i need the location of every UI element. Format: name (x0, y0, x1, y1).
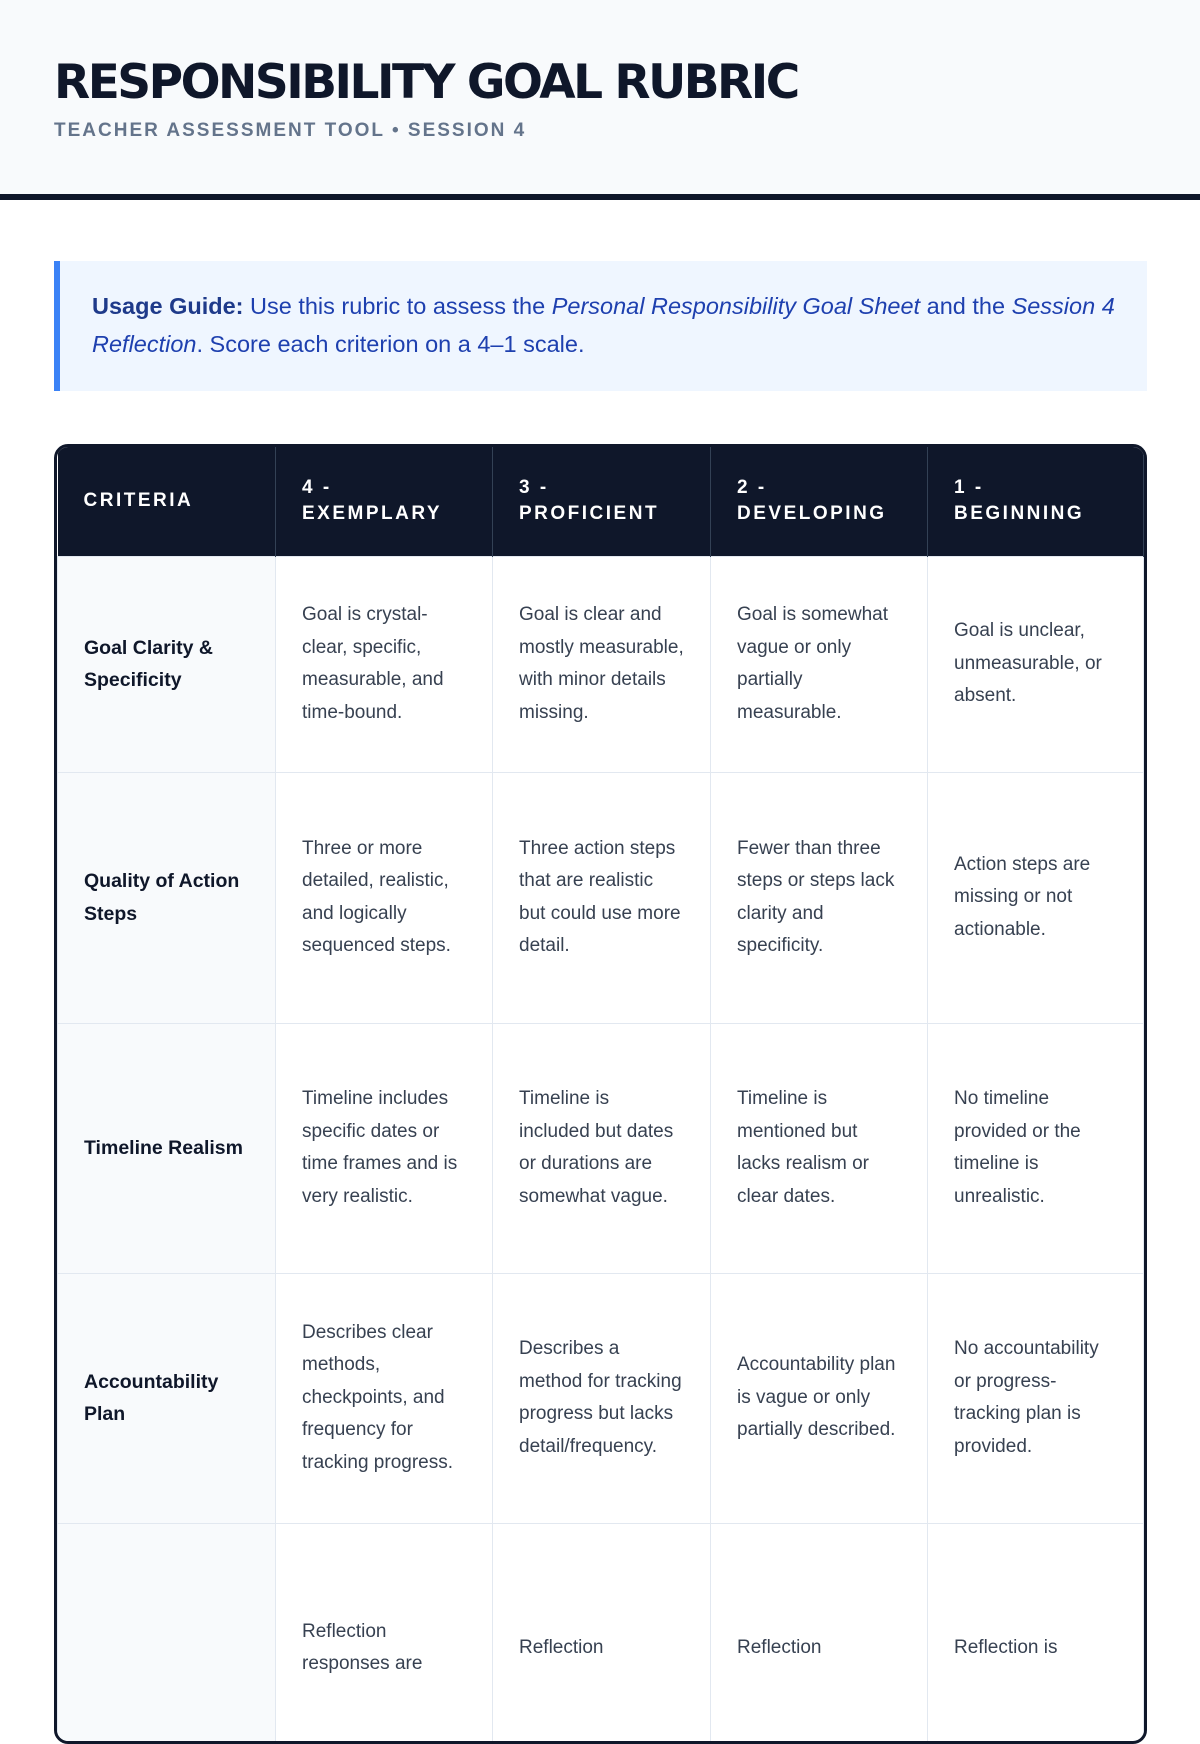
descriptor-cell: Timeline is included but dates or durations are somewhat vague. (493, 1023, 711, 1273)
header-criteria: CRITERIA (58, 447, 276, 556)
table-row (58, 1023, 1144, 1273)
page-header (0, 0, 1200, 200)
guide-text: . Score each criterion on a 4–1 scale. (196, 331, 585, 357)
header-proficient: 3 - PROFICIENT (493, 447, 711, 556)
criterion-cell: Accountability Plan (58, 1273, 276, 1523)
descriptor-cell: Describes clear methods, checkpoints, and frequency for tracking progress. (276, 1273, 493, 1523)
header-beginning: 1 - BEGINNING (928, 447, 1144, 556)
page-title: RESPONSIBILITY GOAL RUBRIC (54, 55, 798, 110)
rubric-table (54, 444, 1147, 1744)
guide-doc-goal-sheet: Personal Responsibility Goal Sheet (551, 293, 921, 319)
table-row (58, 1273, 1144, 1523)
descriptor-cell: Timeline includes specific dates or time frames and is very realistic. (276, 1023, 493, 1273)
descriptor-cell: Goal is somewhat vague or only partially measurable. (711, 556, 928, 772)
criterion-cell: Quality of Action Steps (58, 772, 276, 1023)
descriptor-cell: Goal is clear and mostly measurable, with minor details missing. (493, 556, 711, 772)
descriptor-cell: Timeline is mentioned but lacks realism or clear dates. (711, 1023, 928, 1273)
page-subtitle: TEACHER ASSESSMENT TOOL • SESSION 4 (54, 120, 527, 141)
guide-doc-reflection: Session 4 Reflection (92, 293, 1115, 357)
descriptor-cell: Reflection is (928, 1523, 1144, 1744)
guide-text: and the (920, 293, 1012, 319)
criterion-cell: Goal Clarity & Specificity (58, 556, 276, 772)
descriptor-cell: Fewer than three steps or steps lack clarity and specificity. (711, 772, 928, 1023)
header-developing: 2 - DEVELOPING (711, 447, 928, 556)
descriptor-cell: No accountability or progress-tracking plan is provided. (928, 1273, 1144, 1523)
criterion-cell: Timeline Realism (58, 1023, 276, 1273)
descriptor-cell: Accountability plan is vague or only partially described. (711, 1273, 928, 1523)
descriptor-cell: Action steps are missing or not actionable. (928, 772, 1144, 1023)
descriptor-cell: Goal is unclear, unmeasurable, or absent. (928, 556, 1144, 772)
table-row (58, 1523, 1144, 1744)
usage-guide (54, 261, 1147, 391)
descriptor-cell: Three or more detailed, realistic, and logically sequenced steps. (276, 772, 493, 1023)
descriptor-cell: Describes a method for tracking progress but lacks detail/frequency. (493, 1273, 711, 1523)
descriptor-cell: Reflection responses are (276, 1523, 493, 1744)
descriptor-cell: No timeline provided or the timeline is unrealistic. (928, 1023, 1144, 1273)
descriptor-cell: Reflection (493, 1523, 711, 1744)
usage-guide-label: Usage Guide: (92, 293, 244, 319)
table-header-row (58, 447, 1144, 556)
descriptor-cell: Goal is crystal-clear, specific, measurable, and time-bound. (276, 556, 493, 772)
guide-text: Use this rubric to assess the (243, 293, 552, 319)
table-row (58, 556, 1144, 772)
table-row (58, 772, 1144, 1023)
header-exemplary: 4 - EXEMPLARY (276, 447, 493, 556)
descriptor-cell: Three action steps that are realistic but could use more detail. (493, 772, 711, 1023)
criterion-cell (58, 1523, 276, 1744)
descriptor-cell: Reflection (711, 1523, 928, 1744)
